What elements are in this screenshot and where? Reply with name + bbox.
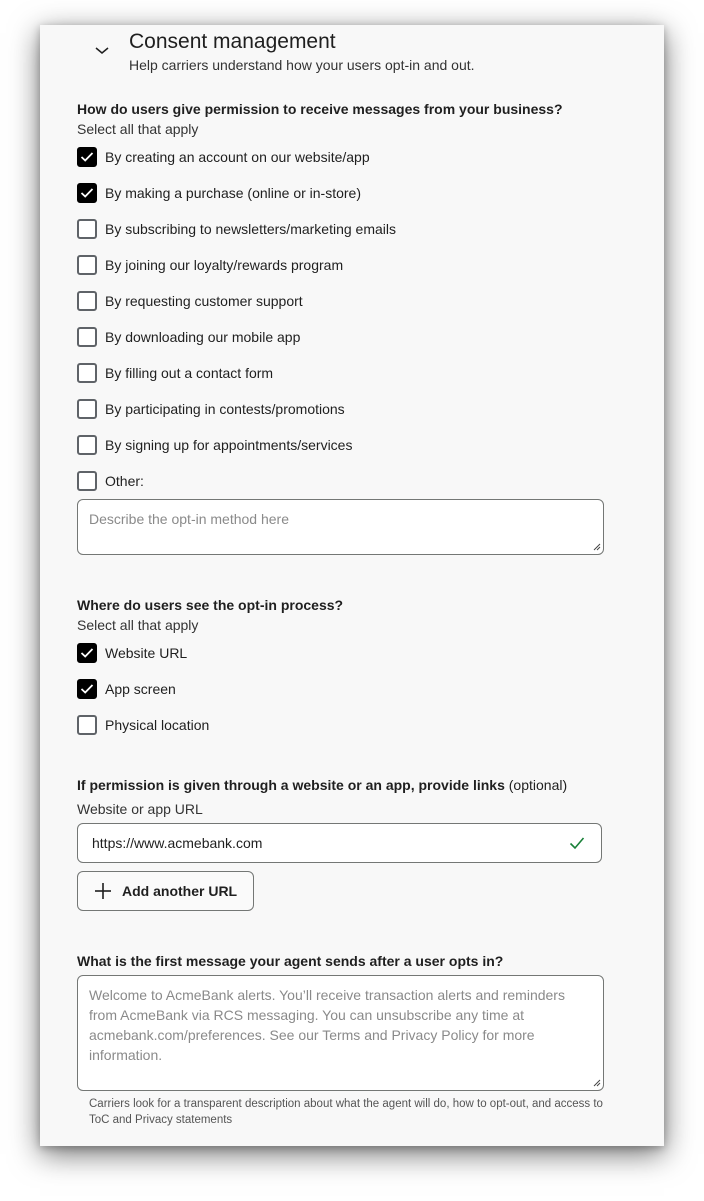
optin-location-hint: Select all that apply (77, 617, 199, 633)
checkbox-label: By making a purchase (online or in-store) (105, 185, 362, 201)
first-message-field[interactable] (77, 975, 604, 1091)
checkbox[interactable] (77, 715, 97, 735)
add-another-url-button[interactable] (77, 871, 254, 911)
checkbox-label: By filling out a contact form (105, 365, 274, 381)
section-title: Consent management (129, 30, 336, 53)
checkbox[interactable] (77, 327, 97, 347)
optin-method-option[interactable] (77, 183, 361, 203)
checkbox-label: By participating in contests/promotions (105, 401, 345, 417)
optin-method-option[interactable] (77, 219, 396, 239)
optin-method-option[interactable] (77, 471, 144, 491)
resize-grip-icon[interactable] (593, 1079, 601, 1087)
website-url-input[interactable] (77, 823, 602, 863)
plus-icon (94, 882, 112, 900)
optin-method-option[interactable] (77, 327, 300, 347)
checkbox[interactable] (77, 643, 97, 663)
optin-location-option[interactable] (77, 679, 176, 699)
checkbox[interactable] (77, 219, 97, 239)
first-message-helper-text: Carriers look for a transparent description about what the agent will do, how to opt-out, and access to ToC and Privacy statements (89, 1098, 603, 1126)
optin-method-option[interactable] (77, 435, 352, 455)
checkbox-label: Physical location (105, 717, 210, 733)
optin-location-question: Where do users see the opt-in process? (77, 597, 344, 613)
checkbox-label: By creating an account on our website/app (105, 149, 370, 165)
checkmark-icon (80, 151, 94, 163)
consent-management-panel (40, 25, 664, 1146)
checkbox[interactable] (77, 147, 97, 167)
optin-method-hint: Select all that apply (77, 121, 199, 137)
resize-grip-icon[interactable] (593, 543, 601, 551)
optin-links-question-text: If permission is given through a website or an app, provide links (77, 777, 505, 793)
checkbox[interactable] (77, 183, 97, 203)
checkmark-icon (80, 647, 94, 659)
checkbox-label: Website URL (105, 645, 188, 661)
first-message-question: What is the first message your agent sends after a user opts in? (77, 953, 504, 969)
optin-method-question: How do users give permission to receive messages from your business? (77, 101, 563, 117)
checkmark-icon (80, 187, 94, 199)
checkbox-label: By joining our loyalty/rewards program (105, 257, 344, 273)
optin-method-option[interactable] (77, 147, 370, 167)
optin-method-option[interactable] (77, 363, 273, 383)
checkbox[interactable] (77, 399, 97, 419)
url-field-label: Website or app URL (77, 801, 203, 817)
check-valid-icon (569, 836, 585, 850)
checkbox-label: By signing up for appointments/services (105, 437, 353, 453)
optin-location-option[interactable] (77, 715, 209, 735)
checkbox-label: By subscribing to newsletters/marketing emails (105, 221, 397, 237)
checkbox-label: Other: (105, 473, 144, 489)
checkbox[interactable] (77, 471, 97, 491)
checkbox-label: App screen (105, 681, 176, 697)
website-url-value[interactable]: https://www.acmebank.com (92, 835, 263, 851)
optin-location-option[interactable] (77, 643, 187, 663)
checkbox[interactable] (77, 679, 97, 699)
optin-method-option[interactable] (77, 291, 303, 311)
checkbox-label: By requesting customer support (105, 293, 303, 309)
checkbox[interactable] (77, 291, 97, 311)
optin-method-option[interactable] (77, 255, 343, 275)
add-another-url-label: Add another URL (122, 883, 238, 899)
optin-method-option[interactable] (77, 399, 345, 419)
checkmark-icon (80, 683, 94, 695)
optional-tag: (optional) (508, 777, 568, 793)
chevron-down-icon[interactable] (94, 44, 110, 56)
checkbox[interactable] (77, 255, 97, 275)
optin-links-question (77, 777, 567, 793)
section-subtitle: Help carriers understand how your users opt-in and out. (129, 57, 475, 73)
checkbox[interactable] (77, 363, 97, 383)
other-optin-method-field[interactable] (77, 499, 604, 555)
checkbox[interactable] (77, 435, 97, 455)
checkbox-label: By downloading our mobile app (105, 329, 301, 345)
